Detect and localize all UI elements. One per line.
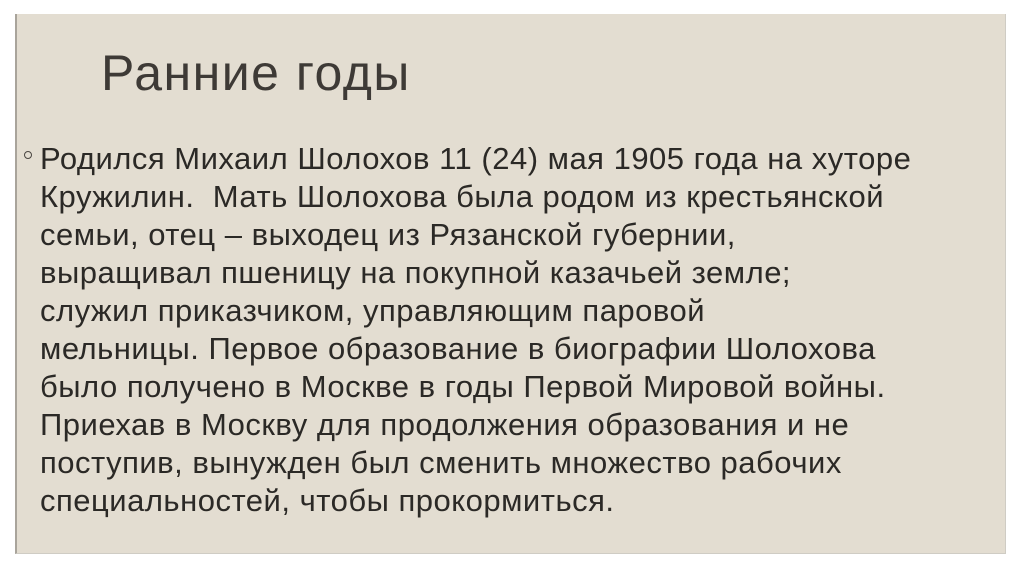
bullet-icon	[24, 151, 32, 159]
body-line: выращивал пшеницу на покупной казачьей земле;	[40, 255, 792, 290]
body-line: семьи, отец – выходец из Рязанской губернии,	[40, 217, 736, 252]
presentation-slide	[15, 14, 1006, 554]
slide-title: Ранние годы	[101, 45, 411, 101]
body-line: поступив, вынужден был сменить множество рабочих	[40, 445, 842, 480]
body-line: Приехав в Москву для продолжения образования и не	[40, 407, 850, 442]
body-line: мельницы. Первое образование в биографии Шолохова	[40, 331, 876, 366]
slide-body-text	[40, 140, 911, 520]
body-line: Кружилин. Мать Шолохова была родом из крестьянской	[40, 179, 885, 214]
body-line: специальностей, чтобы прокормиться.	[40, 483, 615, 518]
body-line: служил приказчиком, управляющим паровой	[40, 293, 706, 328]
body-line: Родился Михаил Шолохов 11 (24) мая 1905 года на хуторе	[40, 141, 912, 176]
body-line: было получено в Москве в годы Первой Мировой войны.	[40, 369, 886, 404]
